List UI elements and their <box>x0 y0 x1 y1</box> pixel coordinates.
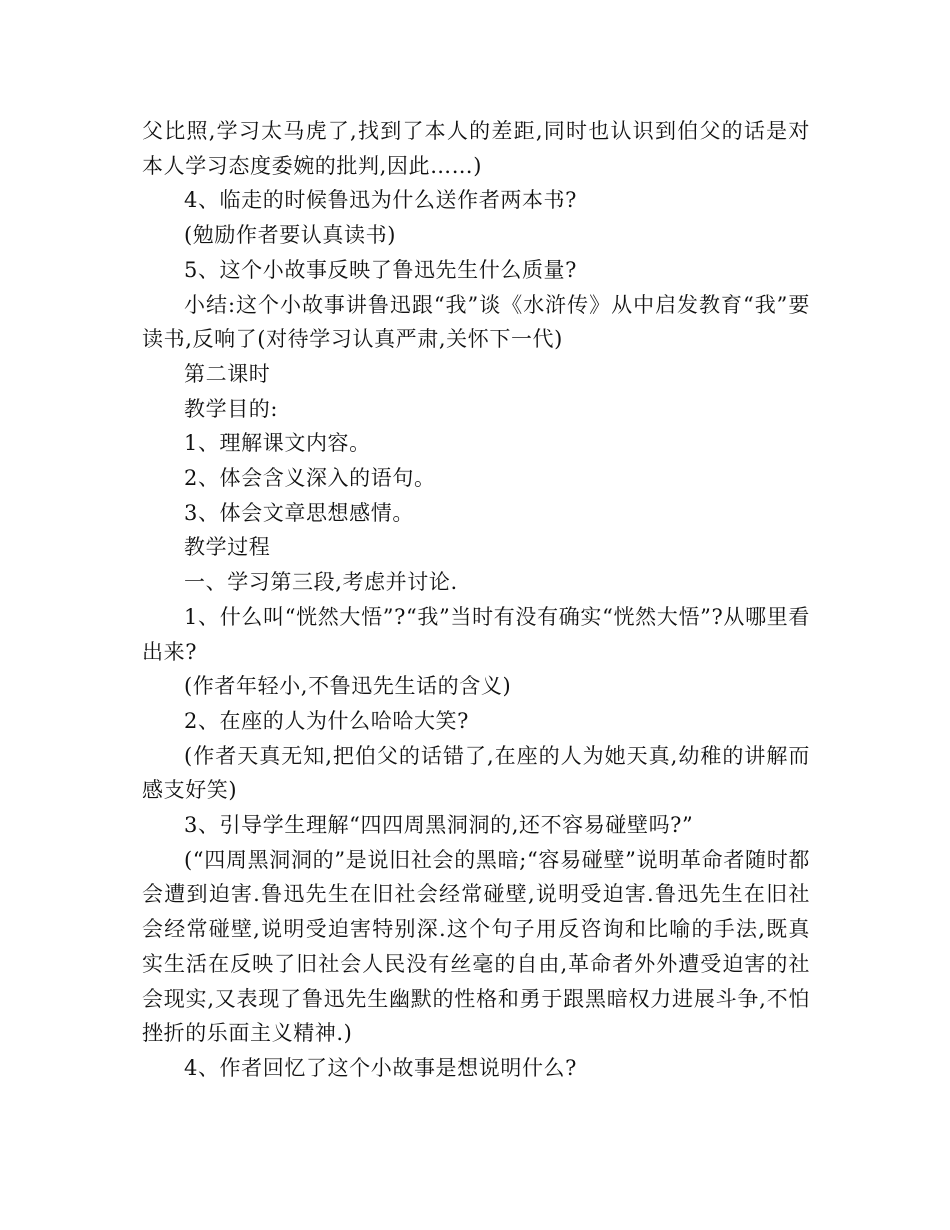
paragraph: 教学目的: <box>184 396 279 421</box>
paragraph: 一、学习第三段,考虑并讨论. <box>184 570 458 595</box>
paragraph: 1、什么叫“恍然大悟”?“我”当时有没有确实“恍然大悟”?从哪里看出来? <box>142 604 810 664</box>
list-item: 3、体会文章思想感情。 <box>184 500 414 525</box>
section-heading: 教学过程 <box>184 535 271 560</box>
list-item: 1、理解课文内容。 <box>184 431 371 456</box>
paragraph: (作者年轻小,不鲁迅先生话的含义) <box>184 674 512 699</box>
paragraph: 5、这个小故事反映了鲁迅先生什么质量? <box>184 257 578 282</box>
paragraph: 2、在座的人为什么哈哈大笑? <box>184 708 470 733</box>
paragraph: (“四周黑洞洞的”是说旧社会的黑暗;“容易碰壁”说明革命者随时都会遭到迫害.鲁迅先生在旧社会经常碰壁,说明受迫害.鲁迅先生在旧社会经常碰壁,说明受迫害特别深.这个句子用反咨询和比喻的手法,既真实生活在反映了旧社会人民没有丝毫的自由,革命者外外遭受迫害的社会现实,又表现了鲁迅先生幽默的性格和勇于跟黑暗权力进展斗争,不怕挫折的乐面主义精神.) <box>142 847 810 1046</box>
paragraph: 小结:这个小故事讲鲁迅跟“我”谈《水浒传》从中启发教育“我”要读书,反响了(对待学习认真严肃,关怀下一代) <box>142 292 810 352</box>
paragraph: 父比照,学习太马虎了,找到了本人的差距,同时也认识到伯父的话是对本人学习态度委婉的批判,因此……) <box>142 119 810 178</box>
paragraph: 3、引导学生理解“四四周黑洞洞的,还不容易碰壁吗?” <box>184 813 694 838</box>
document-body <box>142 114 810 1086</box>
list-item: 2、体会含义深入的语句。 <box>184 466 436 491</box>
section-heading: 第二课时 <box>184 361 271 386</box>
paragraph: (勉励作者要认真读书) <box>184 223 396 248</box>
paragraph: 4、作者回忆了这个小故事是想说明什么? <box>184 1055 578 1080</box>
paragraph: 4、临走的时候鲁迅为什么送作者两本书? <box>184 188 578 213</box>
paragraph: (作者天真无知,把伯父的话错了,在座的人为她天真,幼稚的讲解而感支好笑) <box>142 743 810 803</box>
